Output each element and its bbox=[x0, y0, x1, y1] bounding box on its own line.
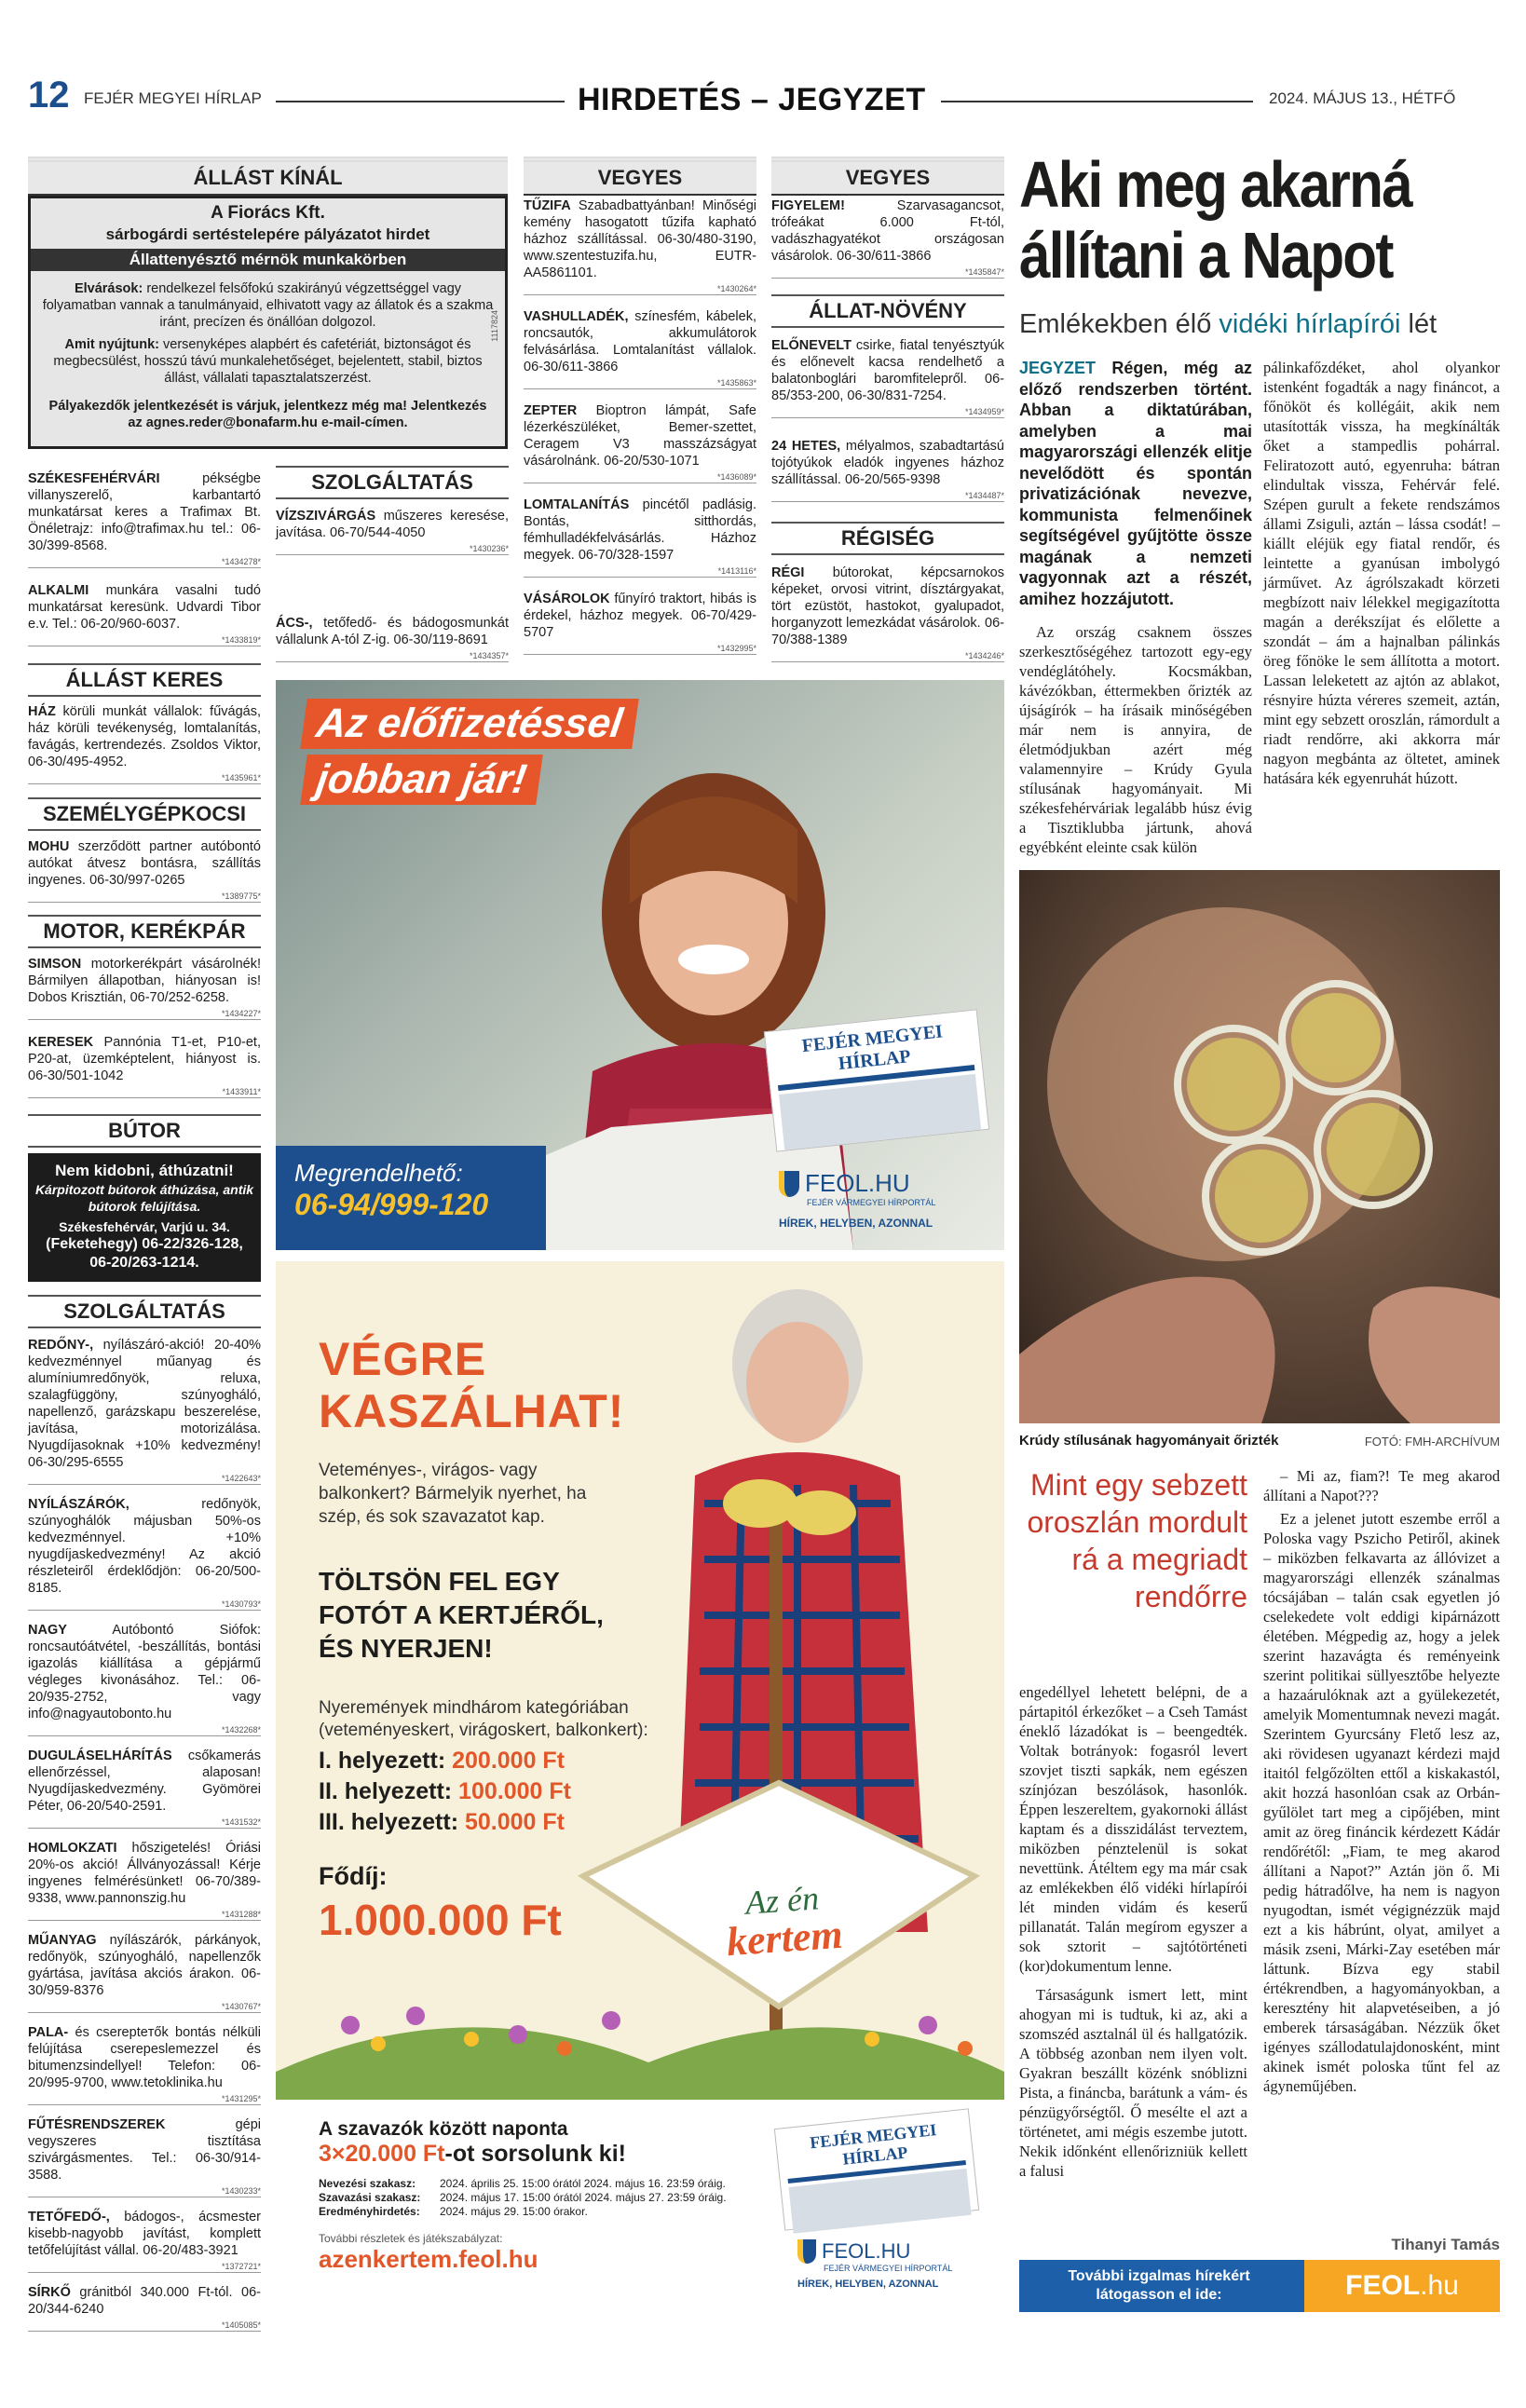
classified-ad: TŰZIFA Szabadbattyánban! Minőségi kemény hasogatott tűzifa kapható házhoz szállítással. 06-30/480-3190, www.szentestuzifa.hu, EUTR-AA5861101. *1430264* bbox=[524, 198, 756, 293]
ad-mohu: MOHU szerződött partner autóbontó autókat átvesz bontásra, szállítás ingyenes. 06-30/997-0265 *1389775* bbox=[28, 839, 261, 901]
garden-url[interactable]: azenkertem.feol.hu bbox=[319, 2245, 538, 2273]
classified-ad: HOMLOKZATI hőszigetelés! Óriási 20%-os akció! Állványozással! Kérje ingyenes felmérésünket! 06-70/389-9338, www.pannonszig.hu *1431288* bbox=[28, 1841, 261, 1919]
fioracs-company: A Fiorács Kft. bbox=[211, 203, 325, 223]
ad-vizszivargas: VÍZSZIVÁRGÁS műszeres keresése, javítása. 06-70/544-4050 *1430236* bbox=[276, 509, 509, 553]
classified-ad: SÍRKŐ gránitból 340.000 Ft-tól. 06-20/344-6240 *1405085* bbox=[28, 2285, 261, 2330]
fioracs-ad bbox=[28, 196, 508, 449]
page-number: 12 bbox=[28, 75, 70, 116]
issue-date: 2024. MÁJUS 13., HÉTFŐ bbox=[1269, 89, 1456, 107]
section-motor: MOTOR, KERÉKPÁR bbox=[28, 915, 261, 948]
ad-elonevelt: ELŐNEVELT csirke, fiatal tenyésztyúk és előnevelt kacsa rendelhető a balatonboglári baromfitelepről. 06-85/353-200, 06-30/831-7254. *1434959* bbox=[771, 338, 1004, 416]
butor-desc: Kárpitozott bútorok áthúzása, antik bútorok felújítása. bbox=[34, 1182, 254, 1214]
article-col-d: – Mi az, fiam?! Te meg akarod állítani a Napot??? Ez a jelenet jutott eszembe erről a Poloska vagy Pszicho Petiről, akinek – miközben felkavarta az állóvizet a magyarországi ellenzék szánalmas tócsájában – talán csak egyetlen jó cselekedete volt eddigi kipárnázott életében. Mégpedig az, hogy a jelek szerint hazavágta és reményeink szerint politikai süllyesztőbe helyezte a hazaárulóknak azt a gyülekezetét, amelyik Momentumnak nevezi magát. Szerintem Gyurcsány Flető lesz az, aki rövidesen ugyanazt kérdezi majd itaitól felgőzölten ettől a kiskakastól, akit hozzá hasonlóan csak az Orbán-gyűlölet tart meg a cipőjében, mint amit az öreg fináncik kérdezett Kádár rendőrétől: „Fiam, te meg akarod állítani a Napot?” Aztán jön ő. Mi pedig hátradőlve, ha nem is nagyon nyugodtan, ismét végignézzük majd ezt a kis hábrúnt, olyat, amilyet a másik zseni, Márki-Zay esetében már láttunk. Bízva egy stabil értékrendben, a hagyományokban, a keresztény hit alapvetéseiben, a jó emberek társaságában. Nézzük őket igényes szállodatulajdonosként, mint akinek ismét poloska tűnt fel az ágyneműjében. bbox=[1263, 1467, 1500, 2095]
fioracs-offer: versenyképes alapbért és cafetériát, biztonságot és megbecsülést, hosszú távú munkalehetőséget, bejelentett, stabil, biztos állást, vállalati tapasztalatszerzést. bbox=[53, 337, 483, 386]
garden-bottom: A szavazók között naponta 3×20.000 Ft-ot sorsolunk ki! Nevezési szakasz: 2024. április 25. 15:00 órától 2024. május 16. 23:59 óráig. Szavazási szakasz: 2024. május 17. 15:00 órától 2024. május 27. 23:59 óráig. Eredményhirdetés: 2024. május 29. 15:00 órakor. További részletek és játékszabályzat: azenkertem.feol.hu bbox=[276, 2100, 1004, 2312]
garden-main-prize: 1.000.000 Ft bbox=[319, 1896, 562, 1944]
header-rule-left bbox=[276, 101, 565, 102]
shot-glasses-image bbox=[1019, 870, 1500, 1423]
section-allast-keres: ÁLLÁST KERES bbox=[28, 663, 261, 697]
article-photo bbox=[1019, 870, 1500, 1423]
garden-promo bbox=[276, 1261, 1004, 2312]
ad-keresek: KERESEK Pannónia T1-et, P10-et, P20-at, üzemképtelent, hiányost is. 06-30/501-1042 *1433911* bbox=[28, 1035, 261, 1096]
classified-ad: FŰTÉSRENDSZEREK gépi vegyszeres tisztítása szivárgásmentes. Tel.: 06-30/914-3588. *1430233* bbox=[28, 2117, 261, 2196]
newspaper-mock: FEJÉR MEGYEI HÍRLAP bbox=[764, 1009, 989, 1151]
feol-banner-logo: FEOL .hu bbox=[1304, 2260, 1500, 2312]
paper-name: FEJÉR MEGYEI HÍRLAP bbox=[84, 89, 262, 107]
butor-headline: Nem kidobni, áthúzatni! bbox=[55, 1162, 234, 1179]
section-vegyes-1: VEGYES bbox=[524, 156, 756, 196]
section-butor: BÚTOR bbox=[28, 1114, 261, 1148]
garden-sign: Az én kertem bbox=[725, 1879, 845, 1966]
vegyes-list bbox=[524, 197, 756, 668]
article-col-a: JEGYZET Régen, még az előző rendszerben történt. Abban a diktatúrában, amelyben a mai magyarországi ellenzék elitje nevelődött és spontán privatizációnak nevezve, kommunista felmenőinek segítségével gyűjtötte össze magának a nemzeti vagyonnak azt a részét, amihez hozzájutott. Az ország csaknem összes szerkesztőségéhez tartozott egy-egy vendéglátóhely. Kocsmákban, kávézókban, éttermekben őrizték az újságírók – ha írásaik minőségében már nem is annyira, de életmódjukban azért még valamennyire – Krúdy Gyula stílusának hagyományait. Mi székesfehérváriak legalább húsz évig a Tisztiklubba jártunk, ahová egyébként eleinte csak külön bbox=[1019, 359, 1252, 856]
ad-24hetes: 24 HETES, mélyalmos, szabadtartású tojótyúkok eladók ingyenes házhoz szállítással. 06-20/565-9398 *1434487* bbox=[771, 439, 1005, 500]
ad-acs: ÁCS-, tetőfedő- és bádogosmunkát vállalunk A-tól Z-ig. 06-30/119-8691 *1434357* bbox=[276, 616, 509, 660]
classified-ad: NAGY Autóbontó Siófok: roncsautóátvétel, -beszállítás, bontási igazolás kiállítása a gépjármű végleges kivonásához. Tel.: 06-20/935-2752, vagy info@nagyautobonto.hu *1432268* bbox=[28, 1623, 261, 1735]
section-regiseg: RÉGISÉG bbox=[771, 522, 1004, 555]
szolgaltatas-list bbox=[28, 1337, 261, 2343]
photo-caption: Krúdy stílusának hagyományait őrizték bbox=[1019, 1433, 1279, 1449]
section-szolgaltatas-2: SZOLGÁLTATÁS bbox=[276, 466, 509, 499]
article-col-b: pálinkafőzdéket, ahol olyankor istenként fogadták a nagy fináncot, a főnököt és kollégáit, akik nem utasították vissza, ha megkínálták őket a stampedlis pohárral. Feliratozott autó, egyenruha: bátran elindultak vissza, Fehérvár felé. Szépen gurult a fekete rendszámos állami Zsiguli, aztán – lássa csodát! – kiállt eléjük egy fiatal rendőr, és leintette a gyanúsan imbolygó járművet. Az ágrólszakadt körzeti megbízott naiv lélekkel megigazította magán a derékszíjat és előlette a szondát – ám a hajnalban pálinkás öreg főnöke le sem állította a motort. Lassan leleketett az ajtón az ablakot, résnyire húzta véreres szemeit, aztán, mint egy sebzett oroszlán, rámordult a riadt rendőrre, aki akkorra már nagyon megbánta az öltetet, aminek hatására kék egyenruhát húzott. bbox=[1263, 359, 1500, 787]
section-szolgaltatas-1: SZOLGÁLTATÁS bbox=[28, 1295, 261, 1328]
classified-ad: DUGULÁSELHÁRÍTÁS csőkamerás ellenőrzéssel, alaposan! Nyugdíjaskedvezmény. Gyömörei Péter, 06-20/540-2591. *1431532* bbox=[28, 1748, 261, 1827]
classified-ad: VASHULLADÉK, színesfém, kábelek, roncsautók, akkumulátorok felvásárlása. Lomtalanítást vállalok. 06-30/611-3866 *1435863* bbox=[524, 309, 756, 388]
article-title: Aki meg akarná állítani a Napot bbox=[1019, 148, 1411, 292]
butor-phone: (Feketehegy) 06-22/326-128, 06-20/263-1214. bbox=[46, 1236, 243, 1271]
garden-prizes: I. helyezett: 200.000 Ft II. helyezett: 100.000 Ft III. helyezett: 50.000 Ft bbox=[319, 1748, 571, 1835]
feol-banner[interactable]: További izgalmas hírekért látogasson el ide: FEOL .hu bbox=[1019, 2260, 1500, 2312]
ad-haz: HÁZ körüli munkát vállalok: fűvágás, ház körüli tevékenység, lomtalanítás, favágás, kertrendezés. Zsoldos Viktor, 06-30/495-4952. *1435961* bbox=[28, 704, 261, 782]
classified-ad: LOMTALANÍTÁS pincétől padlásig. Bontás, sitthordás, fémhulladékfelvásárlás. Házhoz megyek. 06-70/328-1597 *1413116* bbox=[524, 497, 756, 576]
fioracs-req: rendelkezel felsőfokú szakirányú végzettséggel vagy folyamatban vannak a tanulmányaid, elhivatott vagy az állatok és a szakma iránt, precízen és önállóan dolgozol. bbox=[42, 281, 494, 330]
classified-ad: ZEPTER Bioptron lámpát, Safe lézerkészüléket, Bemer-szettet, Ceragem V3 masszázságyat vásárolnánk. 06-20/530-1071 *1436089* bbox=[524, 403, 756, 482]
section-allast-kinal: ÁLLÁST KÍNÁL bbox=[28, 156, 508, 196]
article-subtitle: Emlékekben élő vidéki hírlapírói lét bbox=[1019, 309, 1437, 339]
garden-intro: Veteményes-, virágos- vagy balkonkert? Bármelyik nyerhet, ha szép, és sok szavazatot kap. bbox=[319, 1461, 587, 1527]
garden-cta: TÖLTSÖN FEL EGY FOTÓT A KERTJÉRŐL, ÉS NYERJEN! bbox=[319, 1567, 604, 1663]
feol-shield-icon-2 bbox=[797, 2239, 816, 2264]
fioracs-code: 1117824 bbox=[490, 310, 499, 342]
section-title: HIRDETÉS – JEGYZET bbox=[578, 82, 926, 117]
article-col-c: engedéllyel lehetett belépni, de a pártapitól érkezőket – a Cseh Tamást éneklő lázadókat is – beengedték. Voltak botrányok: fogasról levert szovjet tiszti sapkák, nem egészen színjózan beszólások, hasonlók. Éppen leszereltem, gyakornoki állást kaptam és a disszidálást terveztem, miközben pénztelenül is sokat nevettünk. Átéltem egy ma már csak az emlékekben élő vidéki hírlapírói lét minden vidám és keserű pillanatát. Talán megírom egyszer a sok sztorit – sajtótörténeti (kor)dokumentum lenne. Társaságunk ismert lett, mint ahogyan mi is tudtuk, ki az, aki a szomszéd asztalnál ül és hallgatózik. A többség azonban nem ilyen volt. Gyakran beszállt közénk snóblizni Pista, a fináncba, barátunk a vám- és pénzügyőrségtől. Ő mesélte el azt a történetet, ami mégis eszembe jutott. Nekik időnként ellenőrizniük kellett a falusi bbox=[1019, 1683, 1247, 2180]
fioracs-tagline: sárbogárdi sertéstelepére pályázatot hirdet bbox=[105, 225, 430, 243]
butor-address: Székesfehérvár, Varjú u. 34. bbox=[59, 1219, 230, 1234]
fioracs-apply: Pályakezdők jelentkezését is várjuk, jelentkezz még ma! Jelentkezés az agnes.reder@bonafarm.hu e-mail-címen. bbox=[48, 399, 487, 430]
classified-ad: REDŐNY-, nyílászáró-akció! 20-40% kedvezménnyel műanyag és alumíniumredőnyök, reluxa, szalagfüggöny, szúnyogháló, napellenző, garázskapu beszerelése, javítása, motorizálása. Nyugdíjasoknak +10% kedvezmény! 06-30/295-6555 *1422643* bbox=[28, 1338, 261, 1483]
subscription-headline: Az előfizetéssel jobban jár! bbox=[304, 699, 635, 805]
feol-shield-icon bbox=[779, 1171, 799, 1197]
ad-alkalmi: ALKALMI munkára vasalni tudó munkatársat keresünk. Udvardi Tibor e.v. Tel.: 06-20/960-6037. *1433819* bbox=[28, 583, 261, 645]
header-rule-right bbox=[941, 101, 1253, 102]
section-vegyes-2: VEGYES bbox=[771, 156, 1004, 196]
butor-ad bbox=[28, 1153, 261, 1282]
ad-simson: SIMSON motorkerékpárt vásárolnék! Bármilyen állapotban, hiányosan is! Dobos Krisztián, 06-70/252-6258. *1434227* bbox=[28, 957, 261, 1018]
fioracs-req-label: Elvárások: bbox=[74, 281, 143, 296]
ad-figyelem: FIGYELEM! Szarvasagancsot, trófeákat 6.000 Ft-tól, vadászhagyatékot országosan vásárolok. 06-30/611-3866 *1435847* bbox=[771, 198, 1004, 277]
classified-ad: MŰANYAG nyílászárók, párkányok, redőnyök, szúnyogháló, napellenzők gyártása, javítása akciós árakon. 06-30/959-8376 *1430767* bbox=[28, 1933, 261, 2011]
photo-credit: FOTÓ: FMH-ARCHÍVUM bbox=[1364, 1435, 1500, 1449]
feol-logo-2: FEOL.HU FEJÉR VÁRMEGYEI HÍRPORTÁL HÍREK, HELYBEN, AZONNAL bbox=[797, 2239, 953, 2290]
pull-quote: Mint egy sebzett oroszlán mordult rá a megriadt rendőrre bbox=[1027, 1468, 1247, 1613]
ad-szekesfehervari: SZÉKESFEHÉRVÁRI pékségbe villanyszerelő, karbantartó munkatársat keres a Trafimax Bt. Önéletrajz: info@trafimax.hu tel.: 06-30/399-8568. *1434278* bbox=[28, 471, 261, 566]
garden-main-prize-label: Fődíj: bbox=[319, 1862, 388, 1890]
section-allat-noveny: ÁLLAT-NÖVÉNY bbox=[771, 294, 1004, 328]
classified-ad: PALA- és cserepteтők bontás nélküli felújítása cserepeslemezzel és bitumenzsindellyel! Telefon: 06-20/995-9700, www.tetoklinika.hu *1431295* bbox=[28, 2025, 261, 2103]
classified-ad: VÁSÁROLOK fűnyíró traktort, hibás is érdekel, házhoz megyek. 06-70/429-5707 *1432995* bbox=[524, 592, 756, 653]
fioracs-position: Állattenyésztő mérnök munkakörben bbox=[31, 249, 505, 271]
article-author: Tihanyi Tamás bbox=[1391, 2236, 1500, 2253]
feol-logo-1: FEOL.HU FEJÉR VÁRMEGYEI HÍRPORTÁL HÍREK, HELYBEN, AZONNAL bbox=[779, 1169, 936, 1230]
garden-title-1: VÉGRE bbox=[319, 1333, 487, 1385]
section-szemelygepkocsi: SZEMÉLYGÉPKOCSI bbox=[28, 797, 261, 831]
fioracs-offer-label: Amit nyújtunk: bbox=[64, 337, 159, 352]
ad-regi: RÉGI bútorokat, képcsarnokos képeket, orvosi vitrint, dísztárgyakat, tört ezüstöt, hastokot, gyalupadot, horganyzott lemezkádat vásárolok. 06-70/388-1389 *1434246* bbox=[771, 565, 1004, 660]
classified-ad: TETŐFEDŐ-, bádogos-, ácsmester kisebb-nagyobb javítást, komplett tetőfelújítást vállal. 06-20/483-3921 *1372721* bbox=[28, 2210, 261, 2271]
garden-title-2: KASZÁLHAT! bbox=[319, 1385, 625, 1437]
garden-prize-intro: Nyeremények mindhárom kategóriában (veteményeskert, virágoskert, balkonkert): bbox=[319, 1698, 648, 1740]
order-box: Megrendelhető: 06-94/999-120 bbox=[276, 1146, 546, 1250]
classified-ad: NYÍLÁSZÁRÓK, redőnyök, szúnyoghálók májusban 50%-os kedvezménnyel. +10% nyugdíjaskedvezmény! Az akció részleteiről érdeklődjön: 06-20/500-8185. *1430793* bbox=[28, 1497, 261, 1609]
subscription-promo bbox=[276, 680, 1004, 1250]
newspaper-mock-2: FEJÉR MEGYEI HÍRLAP bbox=[774, 2108, 979, 2230]
